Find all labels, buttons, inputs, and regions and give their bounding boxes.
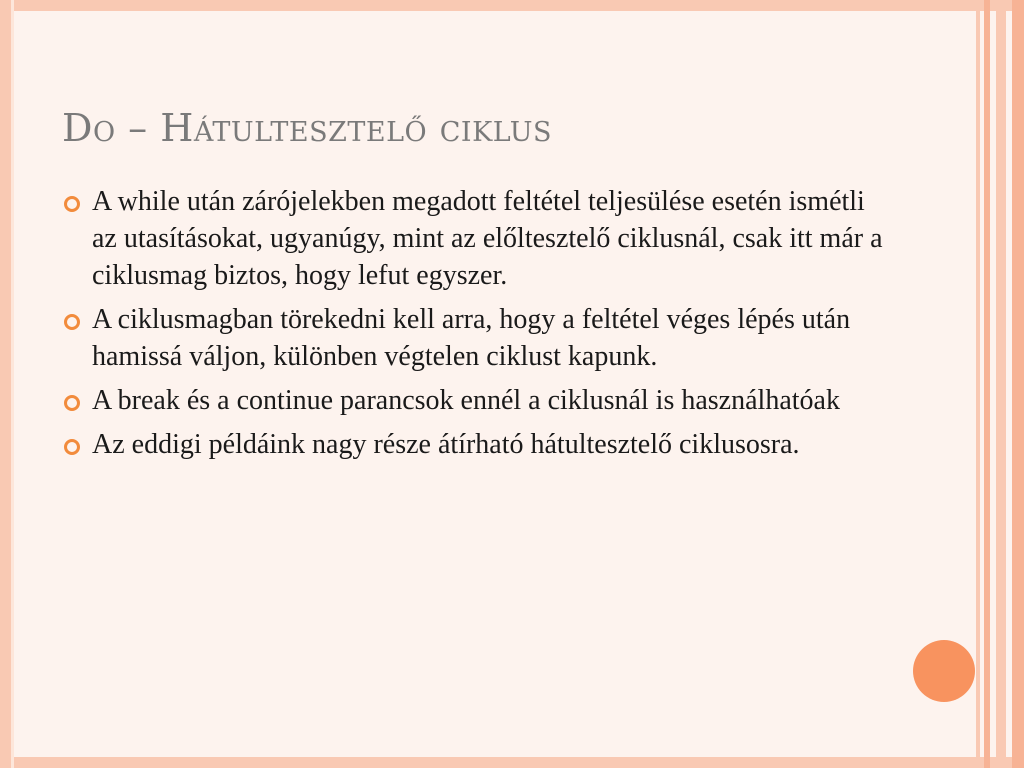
frame-bottom-border: [0, 757, 1024, 768]
bullet-list: [64, 183, 894, 470]
bullet-item: [64, 301, 894, 375]
frame-right-stripe: [996, 0, 1006, 768]
ring-bullet-icon: [64, 395, 80, 411]
decorative-circle: [913, 640, 975, 702]
frame-left-border: [0, 0, 11, 768]
frame-right-stripe: [976, 0, 980, 768]
ring-bullet-icon: [64, 314, 80, 330]
bullet-text: A break és a continue parancsok ennél a ciklusnál is használhatóak: [92, 385, 840, 416]
bullet-text: A ciklusmagban törekedni kell arra, hogy a feltétel véges lépés után hamissá váljon, különben végtelen ciklust kapunk.: [92, 304, 851, 372]
frame-top-border: [0, 0, 1024, 11]
frame-right-stripe: [984, 0, 990, 768]
bullet-item: [64, 426, 894, 463]
slide-title: Do – Hátultesztelő ciklus: [62, 106, 552, 150]
frame-right-stripe: [1012, 0, 1024, 768]
bullet-text: Az eddigi példáink nagy része átírható hátultesztelő ciklusosra.: [92, 429, 800, 460]
ring-bullet-icon: [64, 439, 80, 455]
ring-bullet-icon: [64, 196, 80, 212]
bullet-item: [64, 183, 894, 294]
bullet-item: [64, 382, 894, 419]
bullet-text: A while után zárójelekben megadott feltétel teljesülése esetén ismétli az utasításokat, ugyanúgy, mint az előltesztelő ciklusnál, csak itt már a ciklusmag biztos, hogy lefut egyszer.: [92, 186, 883, 291]
